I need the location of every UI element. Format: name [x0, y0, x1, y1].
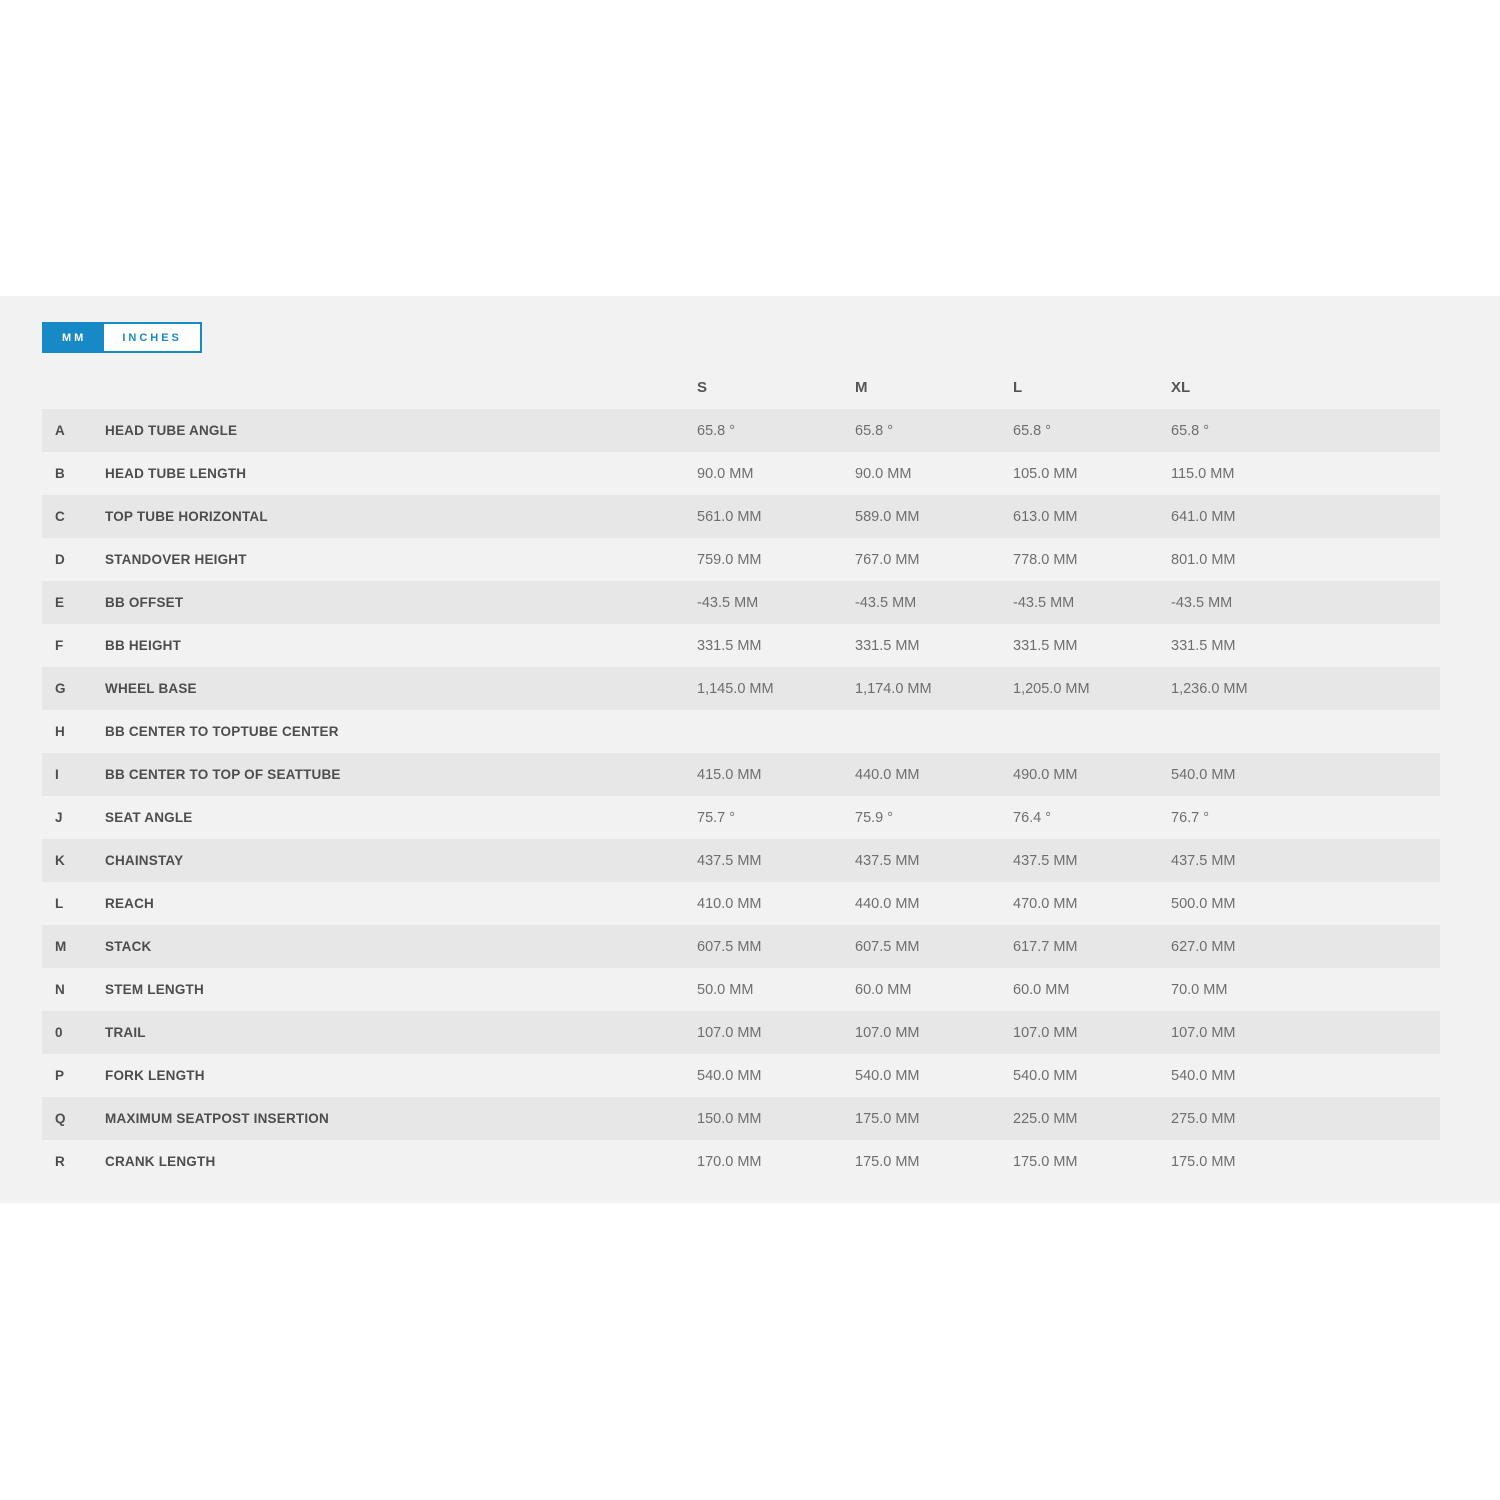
cell-value-s: 75.7 °: [697, 809, 736, 826]
cell-value-xl: 115.0 MM: [1171, 465, 1235, 482]
row-label: CHAINSTAY: [105, 853, 184, 868]
row-letter: 0: [55, 1025, 63, 1040]
cell-value-s: 415.0 MM: [697, 766, 762, 783]
table-row: [42, 409, 1440, 452]
cell-value-l: 778.0 MM: [1013, 551, 1078, 568]
cell-value-xl: 540.0 MM: [1171, 766, 1236, 783]
size-column-header-s: S: [697, 379, 708, 396]
row-label: STACK: [105, 939, 152, 954]
row-label: HEAD TUBE ANGLE: [105, 423, 238, 438]
cell-value-m: 75.9 °: [855, 809, 894, 826]
size-column-header-xl: XL: [1171, 379, 1191, 396]
row-label: MAXIMUM SEATPOST INSERTION: [105, 1111, 329, 1126]
cell-value-s: 107.0 MM: [697, 1024, 762, 1041]
cell-value-l: -43.5 MM: [1013, 594, 1075, 611]
cell-value-m: 589.0 MM: [855, 508, 920, 525]
table-row: [42, 538, 1440, 581]
row-label: SEAT ANGLE: [105, 810, 193, 825]
cell-value-xl: 76.7 °: [1171, 809, 1210, 826]
cell-value-m: 767.0 MM: [855, 551, 920, 568]
cell-value-m: 175.0 MM: [855, 1110, 920, 1127]
row-letter: Q: [55, 1111, 66, 1126]
table-row: [42, 495, 1440, 538]
row-label: TRAIL: [105, 1025, 146, 1040]
cell-value-m: 440.0 MM: [855, 895, 920, 912]
cell-value-xl: 331.5 MM: [1171, 637, 1236, 654]
table-row: [42, 1054, 1440, 1097]
cell-value-xl: -43.5 MM: [1171, 594, 1233, 611]
cell-value-m: 540.0 MM: [855, 1067, 920, 1084]
cell-value-l: 613.0 MM: [1013, 508, 1078, 525]
cell-value-s: 331.5 MM: [697, 637, 762, 654]
cell-value-m: 1,174.0 MM: [855, 680, 932, 697]
cell-value-l: 331.5 MM: [1013, 637, 1078, 654]
cell-value-l: 76.4 °: [1013, 809, 1052, 826]
cell-value-xl: 275.0 MM: [1171, 1110, 1236, 1127]
row-label: CRANK LENGTH: [105, 1154, 216, 1169]
unit-toggle: [42, 322, 202, 353]
row-letter: R: [55, 1154, 65, 1169]
table-row: [42, 1097, 1440, 1140]
row-label: HEAD TUBE LENGTH: [105, 466, 247, 481]
cell-value-m: 65.8 °: [855, 422, 894, 439]
cell-value-s: 540.0 MM: [697, 1067, 762, 1084]
cell-value-s: 410.0 MM: [697, 895, 762, 912]
cell-value-l: 225.0 MM: [1013, 1110, 1078, 1127]
cell-value-m: 331.5 MM: [855, 637, 920, 654]
row-letter: I: [55, 767, 59, 782]
table-row: [42, 667, 1440, 710]
cell-value-xl: 1,236.0 MM: [1171, 680, 1248, 697]
table-header-row: [42, 366, 1440, 409]
cell-value-s: 50.0 MM: [697, 981, 754, 998]
table-row: [42, 839, 1440, 882]
row-letter: P: [55, 1068, 65, 1083]
row-letter: E: [55, 595, 65, 610]
row-letter: L: [55, 896, 64, 911]
row-label: STEM LENGTH: [105, 982, 204, 997]
cell-value-s: 170.0 MM: [697, 1153, 762, 1170]
row-letter: N: [55, 982, 65, 997]
table-row: [42, 452, 1440, 495]
cell-value-xl: 107.0 MM: [1171, 1024, 1236, 1041]
cell-value-xl: 627.0 MM: [1171, 938, 1236, 955]
row-label: STANDOVER HEIGHT: [105, 552, 247, 567]
cell-value-xl: 70.0 MM: [1171, 981, 1228, 998]
cell-value-s: 759.0 MM: [697, 551, 762, 568]
cell-value-l: 107.0 MM: [1013, 1024, 1078, 1041]
row-letter: G: [55, 681, 66, 696]
cell-value-l: 1,205.0 MM: [1013, 680, 1090, 697]
table-row: [42, 581, 1440, 624]
row-label: REACH: [105, 896, 155, 911]
cell-value-l: 60.0 MM: [1013, 981, 1070, 998]
cell-value-s: 150.0 MM: [697, 1110, 762, 1127]
row-letter: D: [55, 552, 65, 567]
row-label: BB CENTER TO TOPTUBE CENTER: [105, 724, 339, 739]
cell-value-l: 470.0 MM: [1013, 895, 1078, 912]
table-row: [42, 624, 1440, 667]
cell-value-m: -43.5 MM: [855, 594, 917, 611]
cell-value-xl: 437.5 MM: [1171, 852, 1236, 869]
table-row: [42, 753, 1440, 796]
cell-value-xl: 801.0 MM: [1171, 551, 1236, 568]
cell-value-m: 60.0 MM: [855, 981, 912, 998]
table-row: [42, 968, 1440, 1011]
cell-value-l: 540.0 MM: [1013, 1067, 1078, 1084]
cell-value-m: 607.5 MM: [855, 938, 920, 955]
cell-value-m: 90.0 MM: [855, 465, 912, 482]
cell-value-xl: 175.0 MM: [1171, 1153, 1236, 1170]
row-letter: K: [55, 853, 65, 868]
row-label: BB OFFSET: [105, 595, 184, 610]
row-letter: B: [55, 466, 65, 481]
inches-toggle-button[interactable]: INCHES: [104, 324, 200, 351]
cell-value-m: 107.0 MM: [855, 1024, 920, 1041]
table-row: [42, 796, 1440, 839]
row-label: TOP TUBE HORIZONTAL: [105, 509, 268, 524]
cell-value-xl: 65.8 °: [1171, 422, 1210, 439]
row-letter: J: [55, 810, 63, 825]
cell-value-l: 490.0 MM: [1013, 766, 1078, 783]
cell-value-s: 437.5 MM: [697, 852, 762, 869]
geometry-table: [42, 366, 1440, 1183]
cell-value-s: -43.5 MM: [697, 594, 759, 611]
cell-value-s: 561.0 MM: [697, 508, 762, 525]
row-letter: A: [55, 423, 65, 438]
cell-value-s: 90.0 MM: [697, 465, 754, 482]
row-letter: M: [55, 939, 67, 954]
cell-value-l: 437.5 MM: [1013, 852, 1078, 869]
cell-value-m: 437.5 MM: [855, 852, 920, 869]
cell-value-l: 175.0 MM: [1013, 1153, 1078, 1170]
table-row: [42, 882, 1440, 925]
cell-value-l: 617.7 MM: [1013, 938, 1078, 955]
cell-value-xl: 641.0 MM: [1171, 508, 1236, 525]
row-label: FORK LENGTH: [105, 1068, 205, 1083]
cell-value-xl: 540.0 MM: [1171, 1067, 1236, 1084]
row-label: BB HEIGHT: [105, 638, 182, 653]
row-label: WHEEL BASE: [105, 681, 197, 696]
cell-value-m: 175.0 MM: [855, 1153, 920, 1170]
table-body: [42, 409, 1440, 1183]
mm-toggle-button[interactable]: MM: [44, 324, 104, 351]
cell-value-m: 440.0 MM: [855, 766, 920, 783]
size-column-header-m: M: [855, 379, 868, 396]
cell-value-s: 65.8 °: [697, 422, 736, 439]
cell-value-xl: 500.0 MM: [1171, 895, 1236, 912]
row-letter: C: [55, 509, 65, 524]
row-letter: F: [55, 638, 64, 653]
cell-value-s: 1,145.0 MM: [697, 680, 774, 697]
table-row: [42, 710, 1440, 753]
cell-value-l: 105.0 MM: [1013, 465, 1078, 482]
table-row: [42, 1140, 1440, 1183]
cell-value-l: 65.8 °: [1013, 422, 1052, 439]
geometry-panel: [0, 296, 1500, 1203]
cell-value-s: 607.5 MM: [697, 938, 762, 955]
row-letter: H: [55, 724, 65, 739]
table-row: [42, 925, 1440, 968]
table-row: [42, 1011, 1440, 1054]
row-label: BB CENTER TO TOP OF SEATTUBE: [105, 767, 341, 782]
size-column-header-l: L: [1013, 379, 1023, 396]
